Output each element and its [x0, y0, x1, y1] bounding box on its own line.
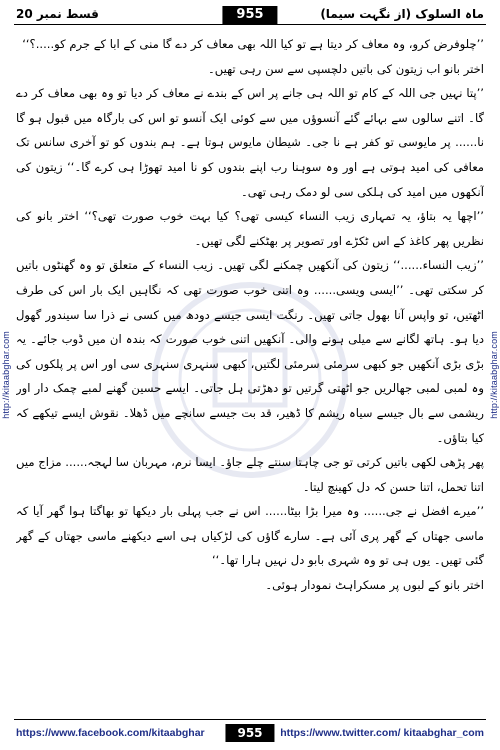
paragraph: اختر بانو اب زیتون کی باتیں دلچسپی سے سن رہی تھیں۔: [207, 61, 484, 76]
paragraph: پھر پڑھی لکھی باتیں کرتی تو جی چاہتا سنتے چلے جاؤ۔ ایسا نرم، مہربان سا لہجہ...... مزاج میں اتنا تحمل، اتنا حسن کہ دل کھینچ لیتا۔: [16, 455, 484, 494]
episode-label: قسط نمبر 20: [16, 7, 99, 21]
paragraph: اختر بانو کے لبوں پر مسکراہٹ نمودار ہوئی۔: [265, 578, 484, 593]
paragraph: ’’پتا نہیں جی اللہ کے کام تو اللہ ہی جانے پر اس کے بندے نے معاف کر دیا تو وہ بھی معاف کر دے گا۔ اتنے سالوں سے بہائے گئے آنسوؤں میں سے کوئی ایک آنسو تو اس کی بارگاہ میں قبول ہو گا نا...... پر مایوسی تو کفر ہے نا جی۔ شیطان مایوس ہوتا ہے۔ ہم بندوں کو تو آخری سانس تک معافی کی امید ہوتی ہے اور وہ سوہنا رب اپنے بندوں کو نا امید تھوڑا ہی کرے گا۔‘‘ زیتون کی آنکھوں میں امید کی ہلکی سی لو دمک رہی تھی۔: [16, 86, 484, 199]
left-watermark-strip: [0, 30, 12, 720]
paragraph: ’’میرے افضل نے جی...... وہ میرا بڑا بیٹا...... اس نے جب پہلی بار دیکھا تو بھاگتا ہوا گھر آیا کہ ماسی جھتاں کے گھر پری آئی ہے۔ سارے گاؤں کی لڑکیاں ہی اسے دیکھنے ماسی جھتاں کے گھر گئی تھیں۔ یوں ہی تو وہ شہری بابو دل نہیں ہارا تھا۔‘‘: [16, 504, 484, 568]
paragraph: ’’اچھا یہ بتاؤ، یہ تمہاری زیب النساء کیسی تھی؟ کیا بہت خوب صورت تھی؟‘‘ اختر بانو کی نظریں پھر کاغذ کے اس ٹکڑے اور تصویر پر بھٹکنے لگی تھیں۔: [16, 209, 484, 248]
magazine-title: ماہ السلوک (از نگہت سیما): [320, 7, 484, 21]
twitter-link[interactable]: https://www.twitter.com/ kitaabghar_com: [280, 727, 484, 739]
page-header: [14, 6, 486, 25]
footer-page-number: 955: [225, 724, 274, 742]
side-watermark-text: http://kitaabghar.com: [489, 331, 499, 419]
article-body: [16, 32, 484, 712]
page-footer: [14, 719, 486, 746]
right-watermark-strip: [488, 30, 500, 720]
paragraph: ’’چلوفرض کرو، وہ معاف کر دیتا ہے تو کیا اللہ بھی معاف کر دے گا منی کے ابا کے جرم کو.....؟‘‘: [22, 37, 484, 51]
paragraph: ’’زیب النساء......‘‘ زیتون کی آنکھیں چمکنے لگی تھیں۔ زیب النساء کے متعلق تو وہ گھنٹوں باتیں کر سکتی تھی۔ ’’ایسی ویسی...... وہ اتنی خوب صورت تھی کہ نگاہیں ایک بار اس کی طرف اٹھتیں، تو واپس آنا بھول جاتی تھیں۔ رنگت ایسی جیسے دودھ میں کسی نے ذرا سا سیندور گھول دیا ہو۔ ہاتھ لگانے سے میلی ہونے والی۔ آنکھیں اتنی خوب صورت کہ بندہ ان میں ڈوب جائے۔ یہ بڑی بڑی آنکھیں جو کبھی سرمئی سرمئی لگتیں، کبھی سنہری سنہری سی اور اس پر پلکوں کی وہ لمبی لمبی جھالریں جو اٹھتی گرتیں تو دھڑتی ہل جاتی۔ ایسے حسین گھنے لمبے چمک دار اور ریشمی سے بال جیسے سیاہ ریشم کا ڈھیر، قد بت جیسے سانچے میں ڈھلا۔ نقوش ایسے تیکھے کہ کیا بتاؤں۔: [16, 258, 484, 445]
header-page-number: 955: [222, 6, 277, 24]
side-watermark-text: http://kitaabghar.com: [1, 331, 11, 419]
facebook-link[interactable]: https://www.facebook.com/kitaabghar: [16, 727, 205, 739]
